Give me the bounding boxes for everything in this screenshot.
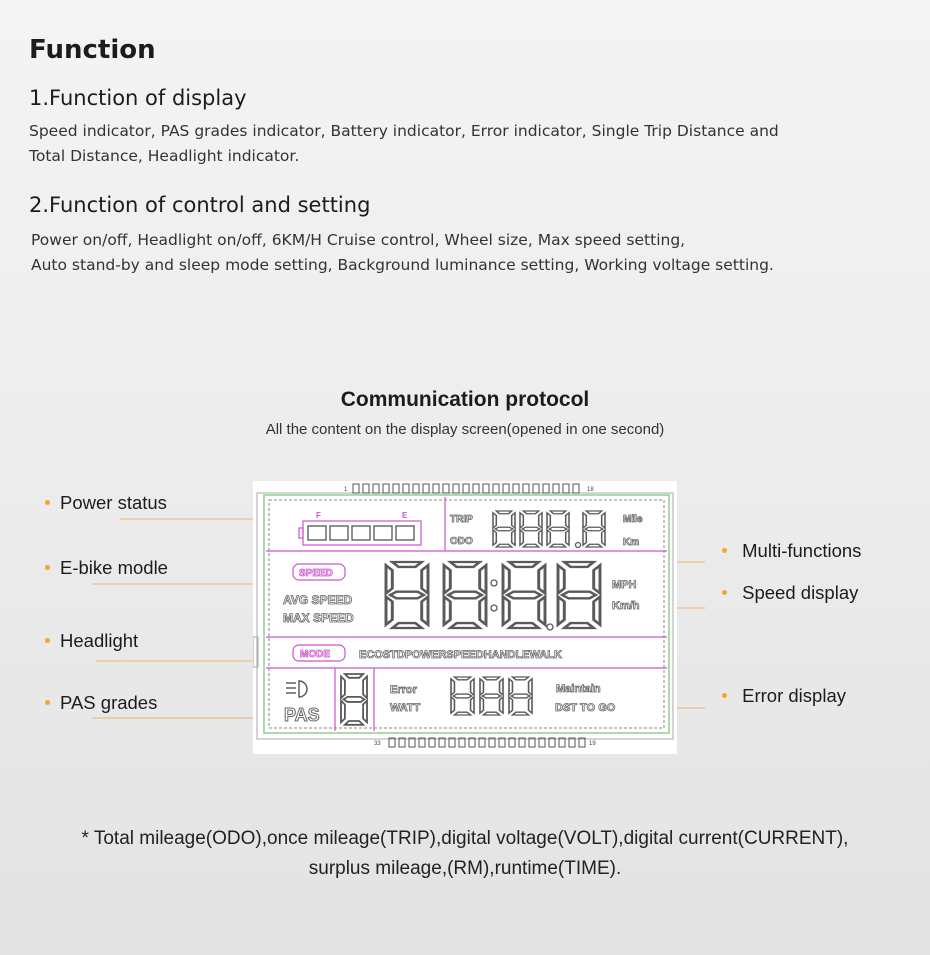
callout-headlight: Headlight (45, 630, 138, 652)
control-function-line-2: Auto stand-by and sleep mode setting, Background luminance setting, Working voltage setting. (31, 256, 774, 274)
maintain-label: Maintain (556, 683, 601, 695)
pin-label-18: 18 (587, 487, 594, 493)
callout-speed-display: Speed display (722, 582, 858, 604)
callout-ebike-mode: E-bike modle (45, 557, 168, 579)
km-label: Km (623, 537, 640, 548)
display-function-line-1: Speed indicator, PAS grades indicator, Battery indicator, Error indicator, Single Trip Distance and (29, 122, 779, 140)
display-function-heading: 1.Function of display (29, 86, 247, 110)
protocol-title: Communication protocol (340, 388, 590, 411)
headlight-icon (286, 681, 307, 697)
pas-digit (341, 674, 367, 725)
svg-text:F: F (316, 511, 321, 520)
watt-label: WATT (390, 702, 421, 714)
control-function-heading: 2.Function of control and setting (29, 193, 371, 217)
pin-label-19: 19 (589, 741, 596, 747)
kmh-label: Km/h (612, 600, 640, 612)
dst-to-go-label: DST TO GO (555, 702, 616, 714)
speed-digits (386, 562, 600, 628)
max-speed-label: MAX SPEED (283, 611, 354, 625)
mph-label: MPH (612, 579, 637, 591)
lcd-top-pins (353, 484, 579, 493)
mode-tag: MODE (300, 649, 330, 660)
protocol-subtitle: All the content on the display screen(opened in one second) (265, 421, 665, 438)
multi-function-digits (493, 511, 605, 547)
speed-tag: SPEED (299, 568, 333, 579)
footnote-line-2: surplus mileage,(RM),runtime(TIME). (308, 858, 622, 879)
avg-speed-label: AVG SPEED (283, 593, 353, 607)
callout-multi-functions: Multi-functions (722, 540, 861, 562)
page-title: Function (29, 35, 156, 65)
pin-label-1: 1 (344, 487, 348, 493)
display-function-line-2: Total Distance, Headlight indicator. (29, 147, 300, 165)
callout-pas-grades: PAS grades (45, 692, 157, 714)
lcd-diagram-svg (253, 481, 677, 754)
svg-text:E: E (402, 511, 408, 520)
error-digits (451, 677, 532, 715)
odo-label: ODO (450, 536, 473, 547)
battery-icon (299, 511, 421, 545)
pas-label: PAS (284, 705, 320, 725)
callout-error-display: Error display (722, 685, 846, 707)
control-function-line-1: Power on/off, Headlight on/off, 6KM/H Cruise control, Wheel size, Max speed setting, (31, 231, 686, 249)
error-label: Error (390, 684, 417, 696)
callout-power-status: Power status (45, 492, 167, 514)
mode-options: ECOSTDPOWERSPEEDHANDLEWALK (359, 649, 562, 661)
lcd-display-diagram (253, 481, 677, 754)
mile-label: Mile (623, 514, 643, 525)
pin-label-33: 33 (374, 741, 381, 747)
footnote-line-1: * Total mileage(ODO),once mileage(TRIP),digital voltage(VOLT),digital current(CURRENT), (81, 828, 849, 849)
trip-label: TRIP (450, 514, 473, 525)
